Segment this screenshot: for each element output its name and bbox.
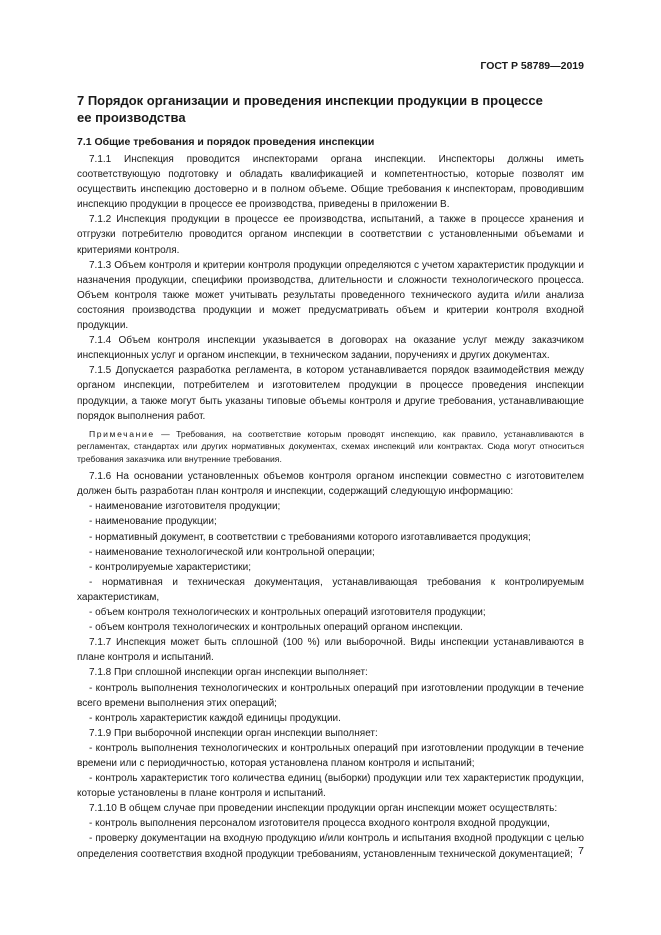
document-id: ГОСТ Р 58789—2019 [480,60,584,72]
list-item: - нормативный документ, в соответствии с требованиями которого изготавливается продукция; [89,531,531,543]
list-item: - контроль характеристик того количества единиц (выборки) продукции или тех характеристик продукции, которые установлены в плане контроля и испытаний. [77,773,585,800]
paragraph-7-1-10: 7.1.10 В общем случае при проведении инспекции продукции орган инспекции может осуществлять: [89,803,558,815]
paragraph-7-1-8: 7.1.8 При сплошной инспекции орган инспекции выполняет: [89,667,368,679]
list-item: - контролируемые характеристики; [89,561,252,573]
paragraph-7-1-6: 7.1.6 На основании установленных объемов контроля органом инспекции совместно с изготовителем должен быть разработан план контроля и инспекции, содержащий следующую информацию: [77,471,584,498]
subsection-title: 7.1 Общие требования и порядок проведения инспекции [77,136,375,148]
list-item: - объем контроля технологических и контрольных операций изготовителя продукции; [89,607,486,619]
paragraph-7-1-1: 7.1.1 Инспекция проводится инспекторами органа инспекции. Инспекторы должны иметь соответствующую подготовку и обладать квалификацией и компетентностью, которые позволят им осуществить инспекцию достоверно и в полном объеме. Общие требования к инспекторам, проводившим инспекцию продукции в процессе ее производства, приведены в приложении В. [77,154,584,211]
page-number: 7 [578,845,584,857]
list-item: - наименование технологической или контрольной операции; [89,546,375,558]
list-item: - контроль выполнения технологических и контрольных операций при изготовлении продукции в течение всего времени выполнения этих операций; [77,682,584,709]
note-label: Примечание [89,428,155,439]
paragraph-7-1-7: 7.1.7 Инспекция может быть сплошной (100 %) или выборочной. Виды инспекции устанавливаются в плане контроля и испытаний. [77,637,584,664]
list-item: - объем контроля технологических и контрольных операций органом инспекции. [89,622,463,634]
paragraph-7-1-2: 7.1.2 Инспекция продукции в процессе ее производства, испытаний, а также в процессе хранения и отгрузки потребителю проводится органом инспекции в соответствии с установленными объемами и критериями контроля. [77,214,584,256]
list-item: - контроль характеристик каждой единицы продукции. [89,712,341,724]
paragraph-7-1-4: 7.1.4 Объем контроля инспекции указывается в договорах на оказание услуг между заказчиком инспекционных услуг и органом инспекции, в техническом задании, поручениях и других документах. [77,335,584,362]
body-text [77,152,584,862]
note [77,428,584,466]
paragraph-7-1-3: 7.1.3 Объем контроля и критерии контроля продукции определяются с учетом характеристик продукции и назначения продукции, специфики производства, длительности и сложности технологического процесса. Объем контроля также может учитывать результаты проведенного технического аудита и/или анализа состояния производства продукции и может предусматривать объем и критерии контроля входной продукции. [77,259,584,332]
section-title: 7 Порядок организации и проведения инспекции продукции в процессе ее производства [77,93,543,125]
list-item: - нормативная и техническая документация, устанавливающая требования к контролируемым характеристикам, [77,576,585,603]
list-item: - наименование продукции; [89,516,217,528]
note-text: — Требования, на соответствие которым проводят инспекцию, как правило, устанавливаются в регламентах, стандартах или других нормативных документах, схемах инспекций или контрактах. Сюда могут относиться требования заказчика или внутренние требования. [77,428,584,464]
list-item: - проверку документации на входную продукцию и/или контроль и испытания входной продукции с целью определения соответствия входной продукции требованиям, установленным технической документацией; [77,833,584,860]
list-item: - наименование изготовителя продукции; [89,501,281,513]
list-item: - контроль выполнения технологических и контрольных операций при изготовлении продукции в течение времени или с периодичностью, которая установлена планом контроля и испытаний; [77,742,584,769]
list-item: - контроль выполнения персоналом изготовителя процесса входного контроля входной продукции, [89,818,550,830]
paragraph-7-1-9: 7.1.9 При выборочной инспекции орган инспекции выполняет: [89,727,378,739]
paragraph-7-1-5: 7.1.5 Допускается разработка регламента, в котором устанавливается порядок взаимодействия между органом инспекции, потребителем и изготовителем продукции в процессе проведения инспекции продукции, а также могут быть указаны типовые объемы контроля и другие требования, устанавливающие порядок выполнения работ. [77,365,584,422]
